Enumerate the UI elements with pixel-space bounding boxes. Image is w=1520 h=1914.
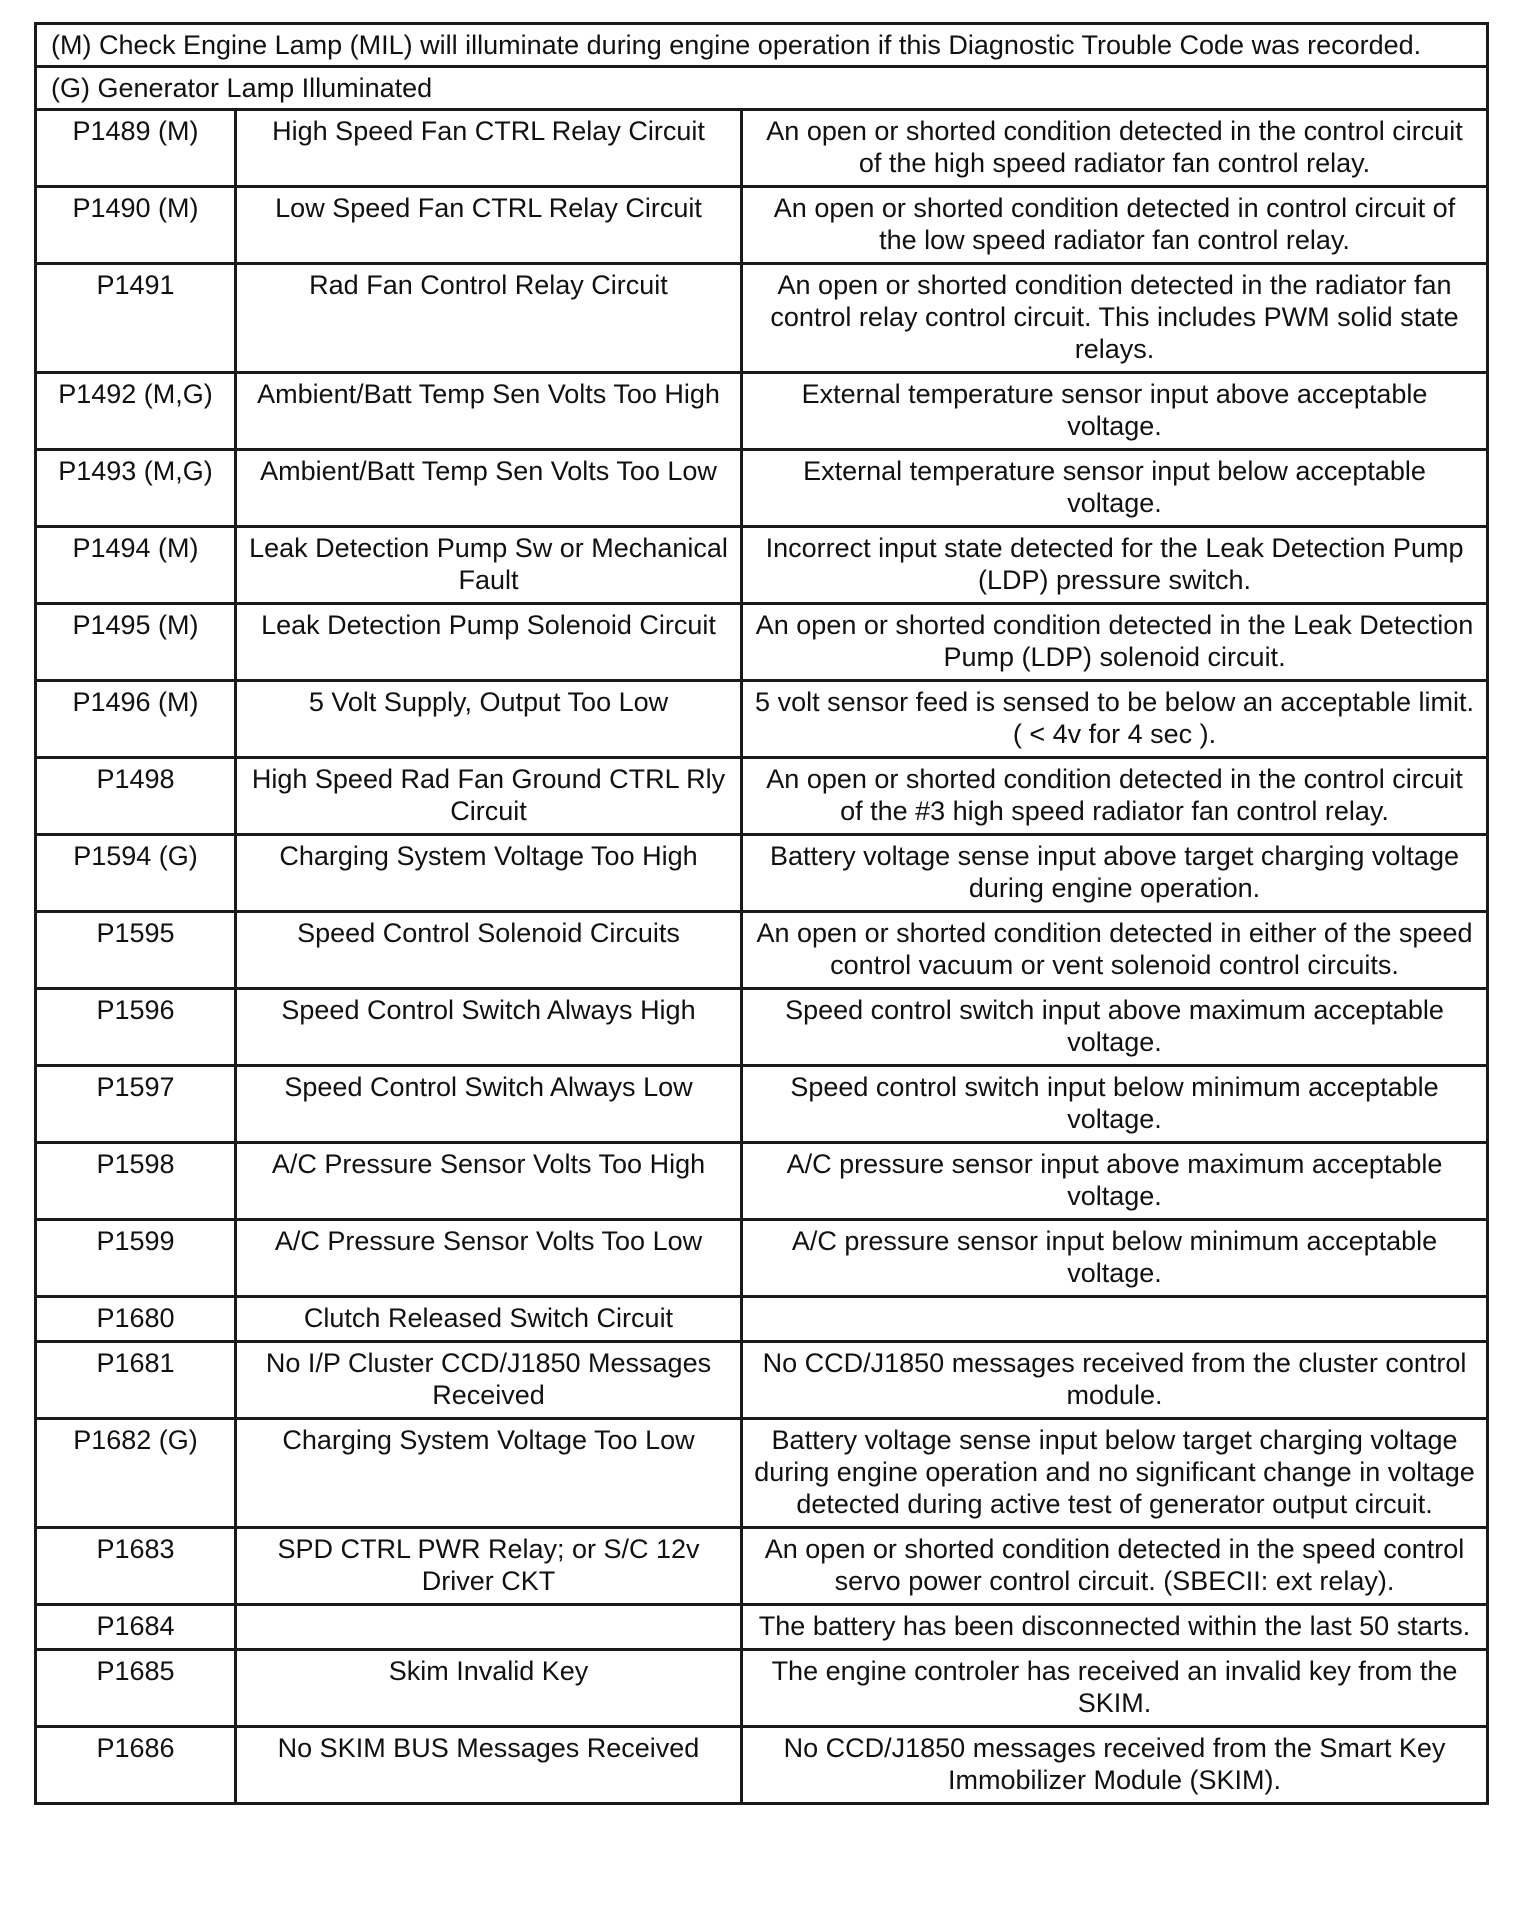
table-row (36, 604, 1488, 681)
dtc-condition: Speed control switch input above maximum acceptable voltage. (742, 989, 1488, 1066)
dtc-description: Rad Fan Control Relay Circuit (236, 264, 742, 373)
dtc-table-body (36, 24, 1488, 1804)
table-row (36, 527, 1488, 604)
dtc-condition: Incorrect input state detected for the Leak Detection Pump (LDP) pressure switch. (742, 527, 1488, 604)
dtc-condition: A/C pressure sensor input above maximum acceptable voltage. (742, 1143, 1488, 1220)
dtc-description: 5 Volt Supply, Output Too Low (236, 681, 742, 758)
mil-note: (M) Check Engine Lamp (MIL) will illuminate during engine operation if this Diagnostic Trouble Code was recorded. (36, 24, 1488, 67)
dtc-document (34, 22, 1486, 1805)
dtc-condition: A/C pressure sensor input below minimum acceptable voltage. (742, 1220, 1488, 1297)
dtc-description: Ambient/Batt Temp Sen Volts Too High (236, 373, 742, 450)
dtc-condition: Speed control switch input below minimum acceptable voltage. (742, 1066, 1488, 1143)
dtc-description: Skim Invalid Key (236, 1650, 742, 1727)
dtc-description: Leak Detection Pump Sw or Mechanical Fault (236, 527, 742, 604)
dtc-code: P1490 (M) (36, 187, 236, 264)
dtc-condition (742, 1297, 1488, 1342)
dtc-code: P1491 (36, 264, 236, 373)
dtc-code: P1493 (M,G) (36, 450, 236, 527)
dtc-code: P1686 (36, 1727, 236, 1804)
dtc-description: Charging System Voltage Too Low (236, 1419, 742, 1528)
dtc-description (236, 1605, 742, 1650)
dtc-code: P1495 (M) (36, 604, 236, 681)
dtc-description: No I/P Cluster CCD/J1850 Messages Received (236, 1342, 742, 1419)
dtc-condition: An open or shorted condition detected in control circuit of the low speed radiator fan control relay. (742, 187, 1488, 264)
dtc-condition: External temperature sensor input below acceptable voltage. (742, 450, 1488, 527)
dtc-description: SPD CTRL PWR Relay; or S/C 12v Driver CKT (236, 1528, 742, 1605)
dtc-condition: External temperature sensor input above acceptable voltage. (742, 373, 1488, 450)
dtc-description: A/C Pressure Sensor Volts Too Low (236, 1220, 742, 1297)
dtc-code: P1681 (36, 1342, 236, 1419)
dtc-condition: 5 volt sensor feed is sensed to be below an acceptable limit. ( < 4v for 4 sec ). (742, 681, 1488, 758)
table-row (36, 264, 1488, 373)
table-row (36, 1605, 1488, 1650)
dtc-description: Ambient/Batt Temp Sen Volts Too Low (236, 450, 742, 527)
dtc-table (34, 22, 1489, 1805)
dtc-code: P1595 (36, 912, 236, 989)
note-row-generator (36, 67, 1488, 110)
dtc-condition: An open or shorted condition detected in the Leak Detection Pump (LDP) solenoid circuit. (742, 604, 1488, 681)
table-row (36, 1528, 1488, 1605)
table-row (36, 450, 1488, 527)
dtc-condition: An open or shorted condition detected in the speed control servo power control circuit. (SBECII: ext relay). (742, 1528, 1488, 1605)
dtc-description: High Speed Rad Fan Ground CTRL Rly Circuit (236, 758, 742, 835)
dtc-code: P1596 (36, 989, 236, 1066)
table-row (36, 1342, 1488, 1419)
dtc-condition: An open or shorted condition detected in the radiator fan control relay control circuit. This includes PWM solid state relays. (742, 264, 1488, 373)
dtc-code: P1683 (36, 1528, 236, 1605)
dtc-code: P1597 (36, 1066, 236, 1143)
table-row (36, 835, 1488, 912)
dtc-condition: The engine controler has received an invalid key from the SKIM. (742, 1650, 1488, 1727)
dtc-code: P1489 (M) (36, 110, 236, 187)
dtc-condition: An open or shorted condition detected in either of the speed control vacuum or vent solenoid control circuits. (742, 912, 1488, 989)
dtc-description: Speed Control Switch Always Low (236, 1066, 742, 1143)
table-row (36, 1143, 1488, 1220)
dtc-code: P1598 (36, 1143, 236, 1220)
table-row (36, 110, 1488, 187)
table-row (36, 1220, 1488, 1297)
dtc-code: P1594 (G) (36, 835, 236, 912)
table-row (36, 758, 1488, 835)
table-row (36, 1297, 1488, 1342)
table-row (36, 989, 1488, 1066)
dtc-code: P1685 (36, 1650, 236, 1727)
dtc-description: High Speed Fan CTRL Relay Circuit (236, 110, 742, 187)
dtc-code: P1684 (36, 1605, 236, 1650)
dtc-condition: An open or shorted condition detected in the control circuit of the high speed radiator fan control relay. (742, 110, 1488, 187)
dtc-description: Low Speed Fan CTRL Relay Circuit (236, 187, 742, 264)
dtc-condition: Battery voltage sense input above target charging voltage during engine operation. (742, 835, 1488, 912)
dtc-code: P1496 (M) (36, 681, 236, 758)
table-row (36, 373, 1488, 450)
dtc-code: P1599 (36, 1220, 236, 1297)
note-row-mil (36, 24, 1488, 67)
table-row (36, 1727, 1488, 1804)
dtc-description: A/C Pressure Sensor Volts Too High (236, 1143, 742, 1220)
dtc-code: P1494 (M) (36, 527, 236, 604)
dtc-description: Speed Control Switch Always High (236, 989, 742, 1066)
dtc-condition: No CCD/J1850 messages received from the cluster control module. (742, 1342, 1488, 1419)
dtc-description: Speed Control Solenoid Circuits (236, 912, 742, 989)
dtc-code: P1682 (G) (36, 1419, 236, 1528)
dtc-code: P1498 (36, 758, 236, 835)
table-row (36, 187, 1488, 264)
dtc-description: Leak Detection Pump Solenoid Circuit (236, 604, 742, 681)
generator-note: (G) Generator Lamp Illuminated (36, 67, 1488, 110)
dtc-description: Clutch Released Switch Circuit (236, 1297, 742, 1342)
dtc-condition: Battery voltage sense input below target charging voltage during engine operation and no significant change in voltage detected during active test of generator output circuit. (742, 1419, 1488, 1528)
dtc-condition: No CCD/J1850 messages received from the Smart Key Immobilizer Module (SKIM). (742, 1727, 1488, 1804)
dtc-description: Charging System Voltage Too High (236, 835, 742, 912)
dtc-condition: An open or shorted condition detected in the control circuit of the #3 high speed radiator fan control relay. (742, 758, 1488, 835)
table-row (36, 912, 1488, 989)
dtc-description: No SKIM BUS Messages Received (236, 1727, 742, 1804)
table-row (36, 1066, 1488, 1143)
table-row (36, 1650, 1488, 1727)
dtc-condition: The battery has been disconnected within the last 50 starts. (742, 1605, 1488, 1650)
table-row (36, 681, 1488, 758)
dtc-code: P1680 (36, 1297, 236, 1342)
dtc-code: P1492 (M,G) (36, 373, 236, 450)
table-row (36, 1419, 1488, 1528)
